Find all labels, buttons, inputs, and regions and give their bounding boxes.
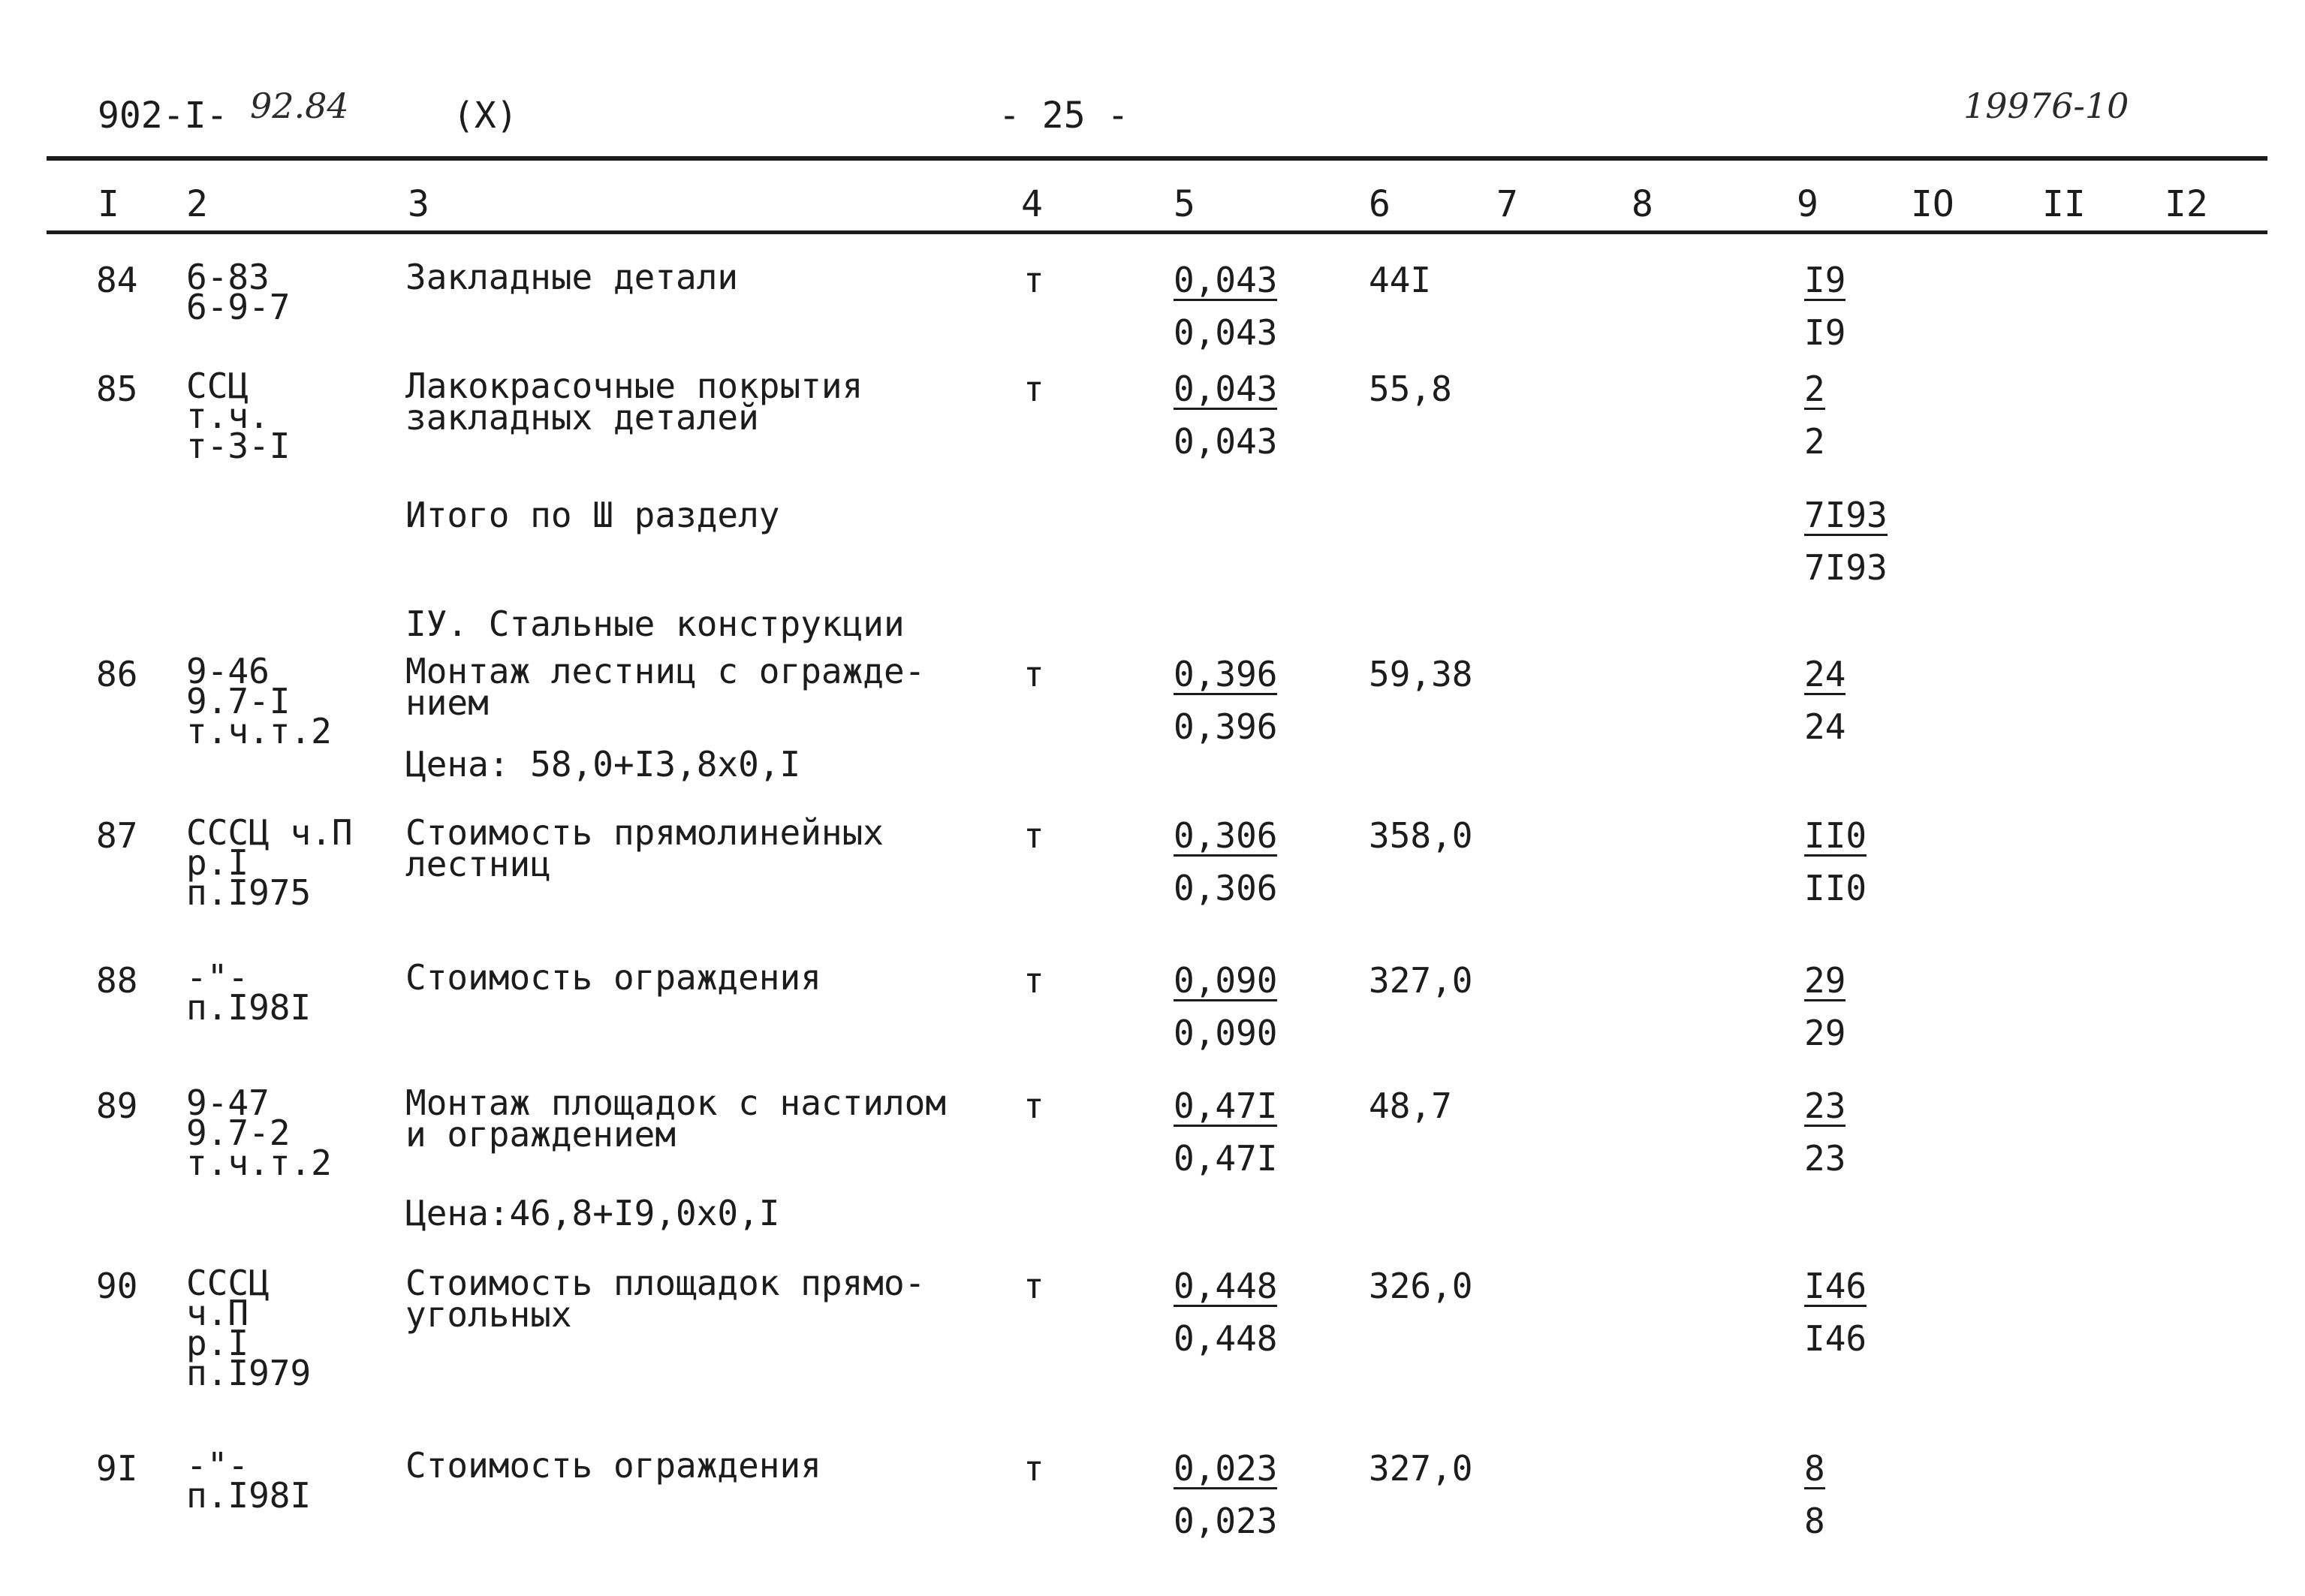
work-description: Монтаж площадок с настилом и ограждением: [405, 1083, 947, 1155]
row-number: 89: [96, 1086, 138, 1126]
col-header-6: 6: [1369, 183, 1391, 225]
quantity-bottom: 0,306: [1174, 868, 1278, 908]
quantity-bottom: 0,396: [1174, 706, 1278, 747]
total-bottom: 2: [1804, 421, 1825, 462]
col-header-3: 3: [408, 183, 429, 225]
unit: т: [1023, 960, 1044, 1001]
price-formula: Цена:46,8+I9,0x0,I: [405, 1193, 780, 1233]
total-top: 24: [1804, 654, 1846, 694]
work-description: Стоимость прямолинейных лестниц: [405, 812, 884, 884]
quantity-bottom: 0,043: [1174, 312, 1278, 353]
total-bottom: I46: [1804, 1318, 1867, 1359]
quantity-top: 0,090: [1174, 960, 1278, 1001]
price-formula: Цена: 58,0+I3,8x0,I: [405, 744, 801, 784]
col-header-2: 2: [186, 183, 208, 225]
total-bottom: 24: [1804, 706, 1846, 747]
work-description: Стоимость ограждения: [405, 957, 821, 998]
unit-price: 358,0: [1369, 815, 1473, 856]
rate-code: -"- п.I98I: [186, 957, 312, 1028]
document-code-suffix: (X): [453, 95, 518, 137]
quantity-top: 0,306: [1174, 815, 1278, 856]
total-top: 29: [1804, 960, 1846, 1001]
unit: т: [1023, 369, 1044, 409]
total-bottom: I9: [1804, 312, 1846, 353]
col-header-5: 5: [1174, 183, 1195, 225]
subtotal-label: Итого по Ш разделу: [405, 495, 780, 535]
total-bottom: 29: [1804, 1013, 1846, 1053]
unit-price: 55,8: [1369, 369, 1452, 409]
quantity-top: 0,043: [1174, 369, 1278, 409]
col-header-7: 7: [1496, 183, 1518, 225]
col-header-1: I: [98, 183, 119, 225]
col-header-4: 4: [1021, 183, 1043, 225]
quantity-bottom: 0,090: [1174, 1013, 1278, 1053]
quantity-top: 0,47I: [1174, 1086, 1278, 1126]
page-number: - 25 -: [999, 95, 1129, 137]
work-description: Закладные детали: [405, 257, 739, 297]
quantity-top: 0,023: [1174, 1448, 1278, 1489]
col-header-8: 8: [1632, 183, 1653, 225]
total-top: I9: [1804, 260, 1846, 300]
document-code-handwritten: 92.84: [250, 86, 349, 126]
work-description: Лакокрасочные покрытия закладных деталей: [405, 366, 863, 438]
total-top: I46: [1804, 1266, 1867, 1306]
rate-code: 9-46 9.7-I т.ч.т.2: [186, 651, 332, 751]
document-code: 902-I-: [98, 95, 228, 137]
quantity-bottom: 0,448: [1174, 1318, 1278, 1359]
rate-code: 9-47 9.7-2 т.ч.т.2: [186, 1083, 332, 1183]
unit-price: 44I: [1369, 260, 1432, 300]
rate-code: -"- п.I98I: [186, 1445, 312, 1516]
row-number: 87: [96, 815, 138, 856]
unit-price: 48,7: [1369, 1086, 1452, 1126]
work-description: Монтаж лестниц с огражде- нием: [405, 651, 926, 723]
total-top: 2: [1804, 369, 1825, 409]
quantity-top: 0,043: [1174, 260, 1278, 300]
col-header-12: I2: [2165, 183, 2208, 225]
row-number: 86: [96, 654, 138, 694]
unit: т: [1023, 1448, 1044, 1489]
row-number: 9I: [96, 1448, 138, 1489]
unit: т: [1023, 654, 1044, 694]
unit-price: 327,0: [1369, 960, 1473, 1001]
unit: т: [1023, 815, 1044, 856]
row-number: 85: [96, 369, 138, 409]
subtotal-top: 7I93: [1804, 495, 1888, 535]
unit: т: [1023, 1266, 1044, 1306]
work-description: Стоимость площадок прямо- угольных: [405, 1263, 926, 1335]
rate-code: СССЦ ч.П р.I п.I975: [186, 812, 353, 913]
unit-price: 327,0: [1369, 1448, 1473, 1489]
work-description: Стоимость ограждения: [405, 1445, 821, 1486]
unit-price: 59,38: [1369, 654, 1473, 694]
row-number: 88: [96, 960, 138, 1001]
rate-code: ССЦ т.ч. т-3-I: [186, 366, 291, 466]
col-header-10: IO: [1911, 183, 1954, 225]
unit: т: [1023, 260, 1044, 300]
quantity-bottom: 0,47I: [1174, 1138, 1278, 1179]
reference-number-handwritten: 19976-10: [1963, 86, 2129, 126]
section-heading: IУ. Стальные конструкции: [405, 604, 905, 644]
quantity-bottom: 0,043: [1174, 421, 1278, 462]
total-top: 8: [1804, 1448, 1825, 1489]
top-rule: [47, 156, 2267, 161]
col-header-11: II: [2042, 183, 2086, 225]
rate-code: 6-83 6-9-7: [186, 257, 291, 327]
unit-price: 326,0: [1369, 1266, 1473, 1306]
total-bottom: II0: [1804, 868, 1867, 908]
col-header-9: 9: [1797, 183, 1818, 225]
quantity-bottom: 0,023: [1174, 1501, 1278, 1541]
subtotal-bottom: 7I93: [1804, 547, 1888, 588]
quantity-top: 0,448: [1174, 1266, 1278, 1306]
rate-code: СССЦ ч.П р.I п.I979: [186, 1263, 312, 1393]
row-number: 84: [96, 260, 138, 300]
total-bottom: 23: [1804, 1138, 1846, 1179]
row-number: 90: [96, 1266, 138, 1306]
quantity-top: 0,396: [1174, 654, 1278, 694]
unit: т: [1023, 1086, 1044, 1126]
total-bottom: 8: [1804, 1501, 1825, 1541]
total-top: II0: [1804, 815, 1867, 856]
header-rule: [47, 230, 2267, 234]
total-top: 23: [1804, 1086, 1846, 1126]
